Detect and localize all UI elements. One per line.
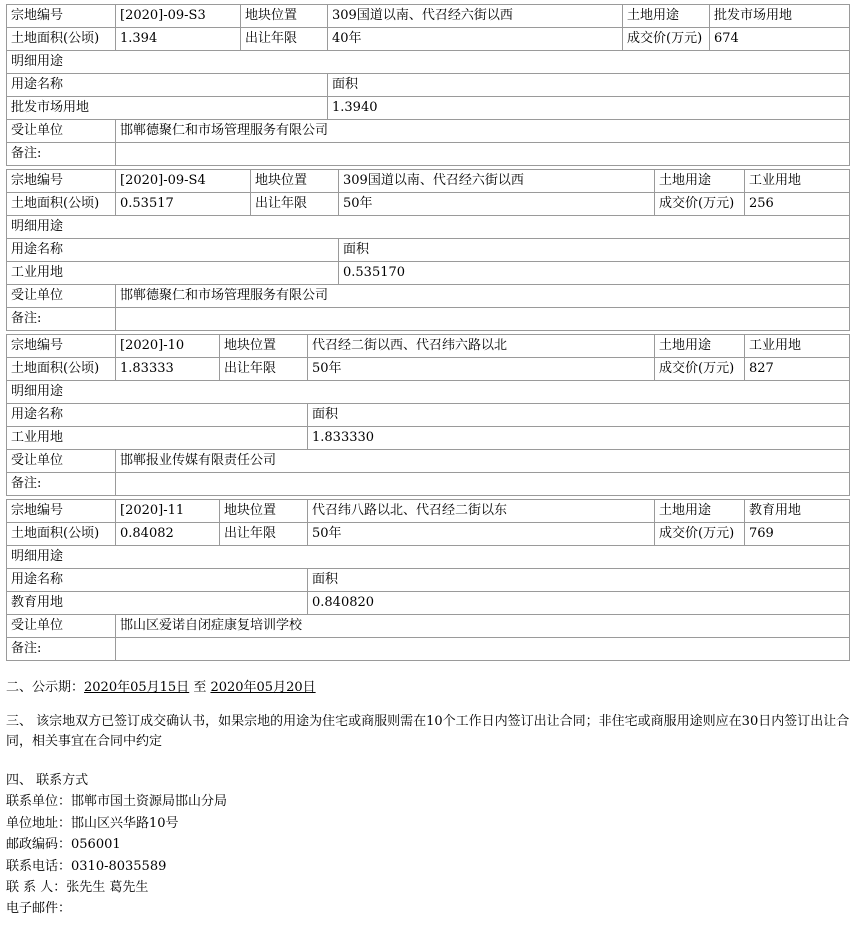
area-label: 土地面积(公顷) — [7, 193, 116, 216]
use-name-value: 工业用地 — [7, 427, 308, 450]
parcel-row-area — [7, 28, 850, 51]
use-area-value: 0.840820 — [308, 592, 850, 615]
use-area-label: 面积 — [328, 74, 850, 97]
publicity-end-date: 2020年05月20日 — [210, 680, 316, 695]
area-label: 土地面积(公顷) — [7, 523, 116, 546]
term-label: 出让年限 — [220, 358, 308, 381]
land-use-label: 土地用途 — [655, 335, 745, 358]
term-value: 50年 — [308, 523, 655, 546]
contract-notice-text: 三、 该宗地双方已签订成交确认书，如果宗地的用途为住宅或商服则需在10个工作日内签订出让合同；非住宅或商服用途则应在30日内签订出让合同，相关事宜在合同中约定 — [6, 714, 850, 749]
remarks-label: 备注: — [7, 143, 116, 166]
parcel-id-label: 宗地编号 — [7, 335, 116, 358]
price-label: 成交价(万元) — [655, 193, 745, 216]
remarks-label: 备注: — [7, 638, 116, 661]
area-value: 0.84082 — [116, 523, 220, 546]
use-name-label: 用途名称 — [7, 404, 308, 427]
use-name-label: 用途名称 — [7, 569, 308, 592]
area-label: 土地面积(公顷) — [7, 358, 116, 381]
term-label: 出让年限 — [220, 523, 308, 546]
contact-email: 电子邮件： — [6, 901, 72, 917]
use-name-value: 批发市场用地 — [7, 97, 328, 120]
detail-use-label: 明细用途 — [7, 381, 850, 404]
location-value: 代召纬八路以北、代召经二街以东 — [308, 500, 655, 523]
remarks-value — [116, 638, 850, 661]
remarks-value — [116, 473, 850, 496]
location-value: 代召经二街以西、代召纬六路以北 — [308, 335, 655, 358]
publicity-label: 二、公示期： — [6, 680, 85, 695]
parcel-row-id — [7, 5, 850, 28]
use-name-label: 用途名称 — [7, 74, 328, 97]
parcel-id-label: 宗地编号 — [7, 5, 116, 28]
location-value: 309国道以南、代召经六街以西 — [339, 170, 655, 193]
remarks-value — [116, 143, 850, 166]
parcel-table — [6, 169, 850, 331]
parcel-id-value: [2020]-10 — [116, 335, 220, 358]
parcel-table — [6, 499, 850, 661]
use-name-label: 用途名称 — [7, 239, 339, 262]
grantee-value: 邯郸德聚仁和市场管理服务有限公司 — [116, 120, 850, 143]
location-label: 地块位置 — [241, 5, 328, 28]
term-value: 40年 — [328, 28, 623, 51]
parcel-id-value: [2020]-11 — [116, 500, 220, 523]
remarks-label: 备注: — [7, 308, 116, 331]
detail-use-label: 明细用途 — [7, 546, 850, 569]
detail-use-label: 明细用途 — [7, 216, 850, 239]
contract-notice — [6, 712, 851, 752]
grantee-label: 受让单位 — [7, 450, 116, 473]
term-label: 出让年限 — [241, 28, 328, 51]
contact-postcode: 邮政编码：056001 — [6, 837, 121, 853]
grantee-label: 受让单位 — [7, 285, 116, 308]
term-value: 50年 — [339, 193, 655, 216]
price-label: 成交价(万元) — [655, 523, 745, 546]
land-use-value: 工业用地 — [745, 335, 850, 358]
contact-phone: 联系电话：0310-8035589 — [6, 858, 167, 874]
grantee-label: 受让单位 — [7, 120, 116, 143]
contact-address: 单位地址：邯山区兴华路10号 — [6, 815, 179, 831]
area-value: 0.53517 — [116, 193, 251, 216]
parcel-id-value: [2020]-09-S3 — [116, 5, 241, 28]
price-label: 成交价(万元) — [655, 358, 745, 381]
land-use-label: 土地用途 — [655, 170, 745, 193]
publicity-period — [6, 678, 851, 698]
contact-unit: 联系单位：邯郸市国土资源局邯山分局 — [6, 794, 228, 810]
price-value: 827 — [745, 358, 850, 381]
land-use-label: 土地用途 — [655, 500, 745, 523]
use-area-value: 1.833330 — [308, 427, 850, 450]
use-area-label: 面积 — [308, 404, 850, 427]
detail-use-label: 明细用途 — [7, 51, 850, 74]
parcel-table — [6, 334, 850, 496]
contact-person: 联 系 人：张先生 葛先生 — [6, 880, 149, 896]
land-use-value: 教育用地 — [745, 500, 850, 523]
publicity-start-date: 2020年05月15日 — [84, 680, 190, 695]
parcel-id-value: [2020]-09-S4 — [116, 170, 251, 193]
use-name-value: 工业用地 — [7, 262, 339, 285]
grantee-value: 邯山区爱诺自闭症康复培训学校 — [116, 615, 850, 638]
area-label: 土地面积(公顷) — [7, 28, 116, 51]
contact-section — [6, 770, 851, 920]
location-value: 309国道以南、代召经六街以西 — [328, 5, 623, 28]
parcel-table — [6, 4, 850, 166]
grantee-value: 邯郸德聚仁和市场管理服务有限公司 — [116, 285, 850, 308]
price-value: 769 — [745, 523, 850, 546]
price-value: 256 — [745, 193, 850, 216]
parcel-id-label: 宗地编号 — [7, 500, 116, 523]
price-value: 674 — [710, 28, 850, 51]
land-use-label: 土地用途 — [623, 5, 710, 28]
area-value: 1.394 — [116, 28, 241, 51]
use-name-value: 教育用地 — [7, 592, 308, 615]
location-label: 地块位置 — [220, 335, 308, 358]
use-area-label: 面积 — [339, 239, 850, 262]
term-value: 50年 — [308, 358, 655, 381]
land-use-value: 工业用地 — [745, 170, 850, 193]
term-label: 出让年限 — [251, 193, 339, 216]
location-label: 地块位置 — [220, 500, 308, 523]
location-label: 地块位置 — [251, 170, 339, 193]
use-area-label: 面积 — [308, 569, 850, 592]
land-use-value: 批发市场用地 — [710, 5, 850, 28]
use-area-value: 1.3940 — [328, 97, 850, 120]
grantee-label: 受让单位 — [7, 615, 116, 638]
publicity-separator: 至 — [189, 680, 211, 695]
grantee-value: 邯郸报业传媒有限责任公司 — [116, 450, 850, 473]
contact-heading: 四、 联系方式 — [6, 773, 89, 788]
price-label: 成交价(万元) — [623, 28, 710, 51]
remarks-label: 备注: — [7, 473, 116, 496]
use-area-value: 0.535170 — [339, 262, 850, 285]
parcel-id-label: 宗地编号 — [7, 170, 116, 193]
area-value: 1.83333 — [116, 358, 220, 381]
remarks-value — [116, 308, 850, 331]
